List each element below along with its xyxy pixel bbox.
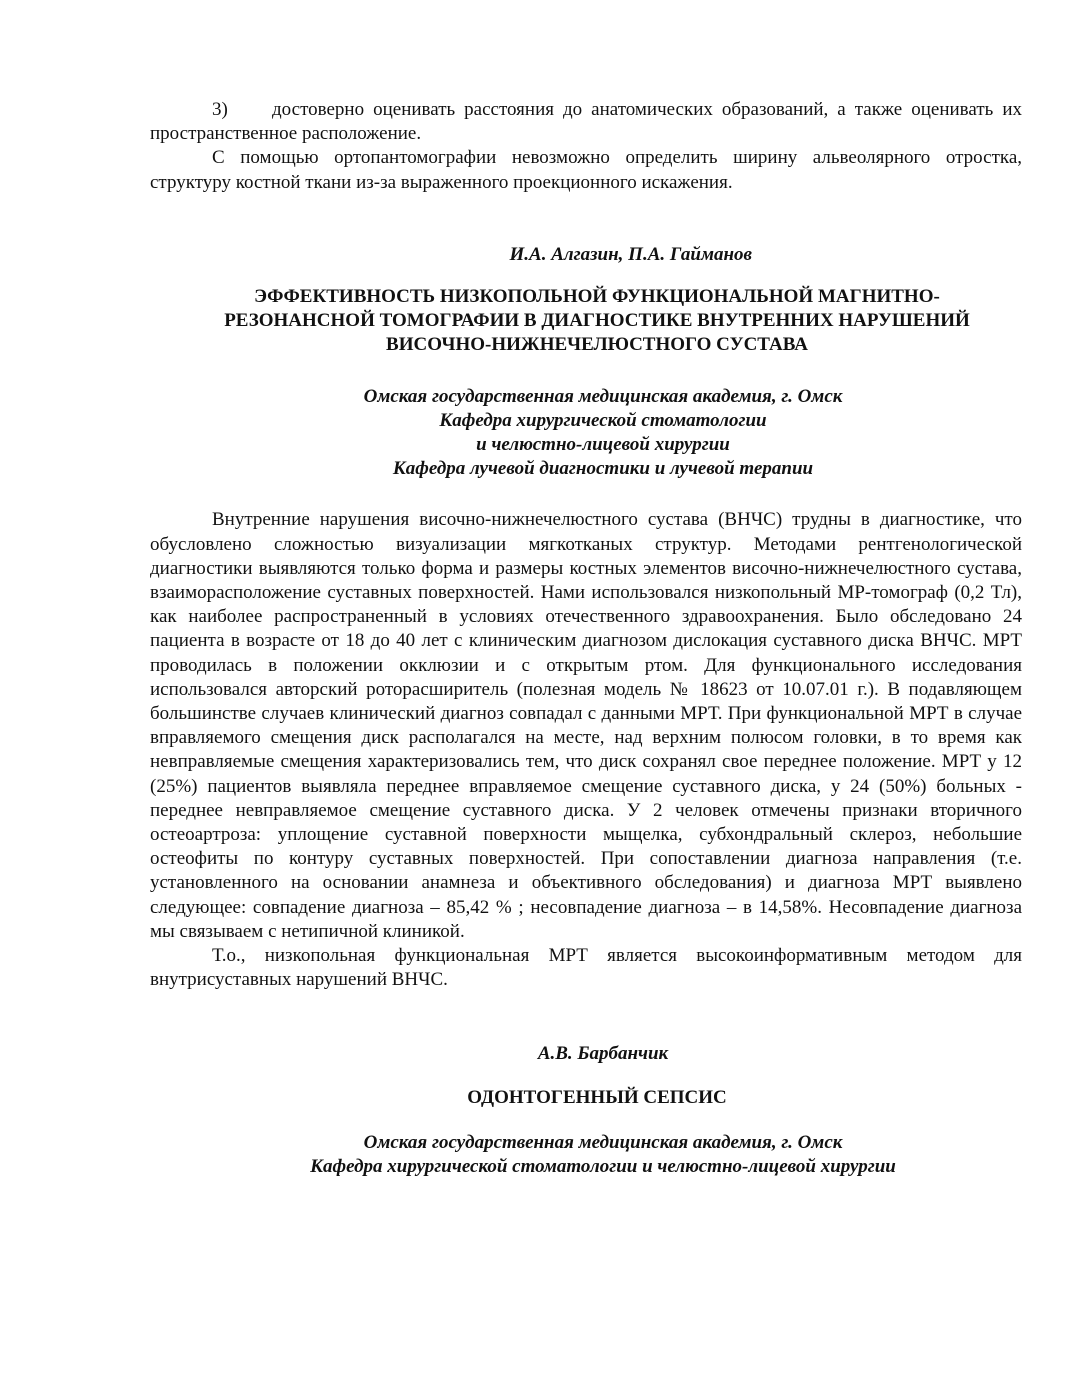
article1-title-line: ЭФФЕКТИВНОСТЬ НИЗКОПОЛЬНОЙ ФУНКЦИОНАЛЬНОЙ МАГНИТНО- [254, 286, 940, 308]
opg-note-paragraph: С помощью ортопантомографии невозможно определить ширину альвеолярного отростка, структуру костной ткани из-за выраженного проекционного искажения. [150, 147, 1022, 193]
list-item-text: достоверно оценивать расстояния до анатомических образований, а также оценивать их пространственное расположение. [150, 99, 1022, 145]
article1-affiliation-line: и челюстно-лицевой хирургии [476, 434, 730, 456]
list-item-number: 3) [212, 99, 228, 120]
article2-affiliation [150, 1131, 1022, 1179]
article1-affiliation [150, 385, 1022, 482]
document-page [150, 98, 1022, 1179]
article1-affiliation-line: Кафедра лучевой диагностики и лучевой терапии [392, 458, 814, 480]
article1-body-paragraph: Внутренние нарушения височно-нижнечелюстного сустава (ВНЧС) трудны в диагностике, что обусловлено сложностью визуализации мягкотканых структур. Методами рентгенологической диагностики выявляются только форма и размеры костных элементов височно-нижнечелюстного сустава, взаиморасположение суставных поверхностей. Нами использовался низкопольный МР-томограф (0,2 Тл), как наиболее распространенный в условиях отечественного здравоохранения. Было обследовано 24 пациента в возрасте от 18 до 40 лет с клиническим диагнозом дислокация суставного диска ВНЧС. МРТ проводилась в положении окклюзии и с открытым ртом. Для функционального исследования использовался авторский роторасширитель (полезная модель № 18623 от 10.07.01 г.). В подавляющем большинстве случаев клинический диагноз совпадал с данными МРТ. При функциональной МРТ в случае вправляемого смещения диск располагался на месте, над верхним полюсом головки, в то время как невправляемые смещения характеризовались тем, что диск сохранял свое переднее положение. МРТ у 12 (25%) пациентов выявляла переднее вправляемое смещение суставного диска, у 24 (50%) больных - переднее невправляемое смещение суставного диска. У 2 человек отмечены признаки вторичного остеоартроза: уплощение суставной поверхности мыщелка, субхондральный склероз, небольшие остеофиты по контуру суставных поверхностей. При сопоставлении диагноза направления (т.е. установленного на основании анамнеза и объективного обследования) и диагноза МРТ выявлено следующее: совпадение диагноза – 85,42 % ; несовпадение диагноза – в 14,58%. Несовпадение диагноза мы связываем с нетипичной клиникой. [150, 509, 1022, 942]
list-item-3 [150, 98, 1022, 146]
article2-affiliation-line: Омская государственная медицинская академия, г. Омск [363, 1131, 843, 1153]
article1-title-line: ВИСОЧНО-НИЖНЕЧЕЛЮСТНОГО СУСТАВА [386, 334, 808, 356]
article1-title [150, 285, 1022, 358]
article1-conclusion-paragraph: Т.о., низкопольная функциональная МРТ является высокоинформативным методом для внутрисуставных нарушений ВНЧС. [150, 945, 1022, 991]
article1-authors: И.А. Алгазин, П.А. Гайманов [509, 243, 752, 265]
article2-affiliation-line: Кафедра хирургической стоматологии и челюстно-лицевой хирургии [310, 1156, 896, 1178]
article1-title-line: РЕЗОНАНСНОЙ ТОМОГРАФИИ В ДИАГНОСТИКЕ ВНУТРЕННИХ НАРУШЕНИЙ [224, 310, 970, 332]
article1-affiliation-line: Кафедра хирургической стоматологии [439, 409, 767, 431]
article2-authors: А.В. Барбанчик [537, 1042, 669, 1064]
article2-title: ОДОНТОГЕННЫЙ СЕПСИС [467, 1086, 727, 1108]
article1-affiliation-line: Омская государственная медицинская академия, г. Омск [363, 385, 843, 407]
